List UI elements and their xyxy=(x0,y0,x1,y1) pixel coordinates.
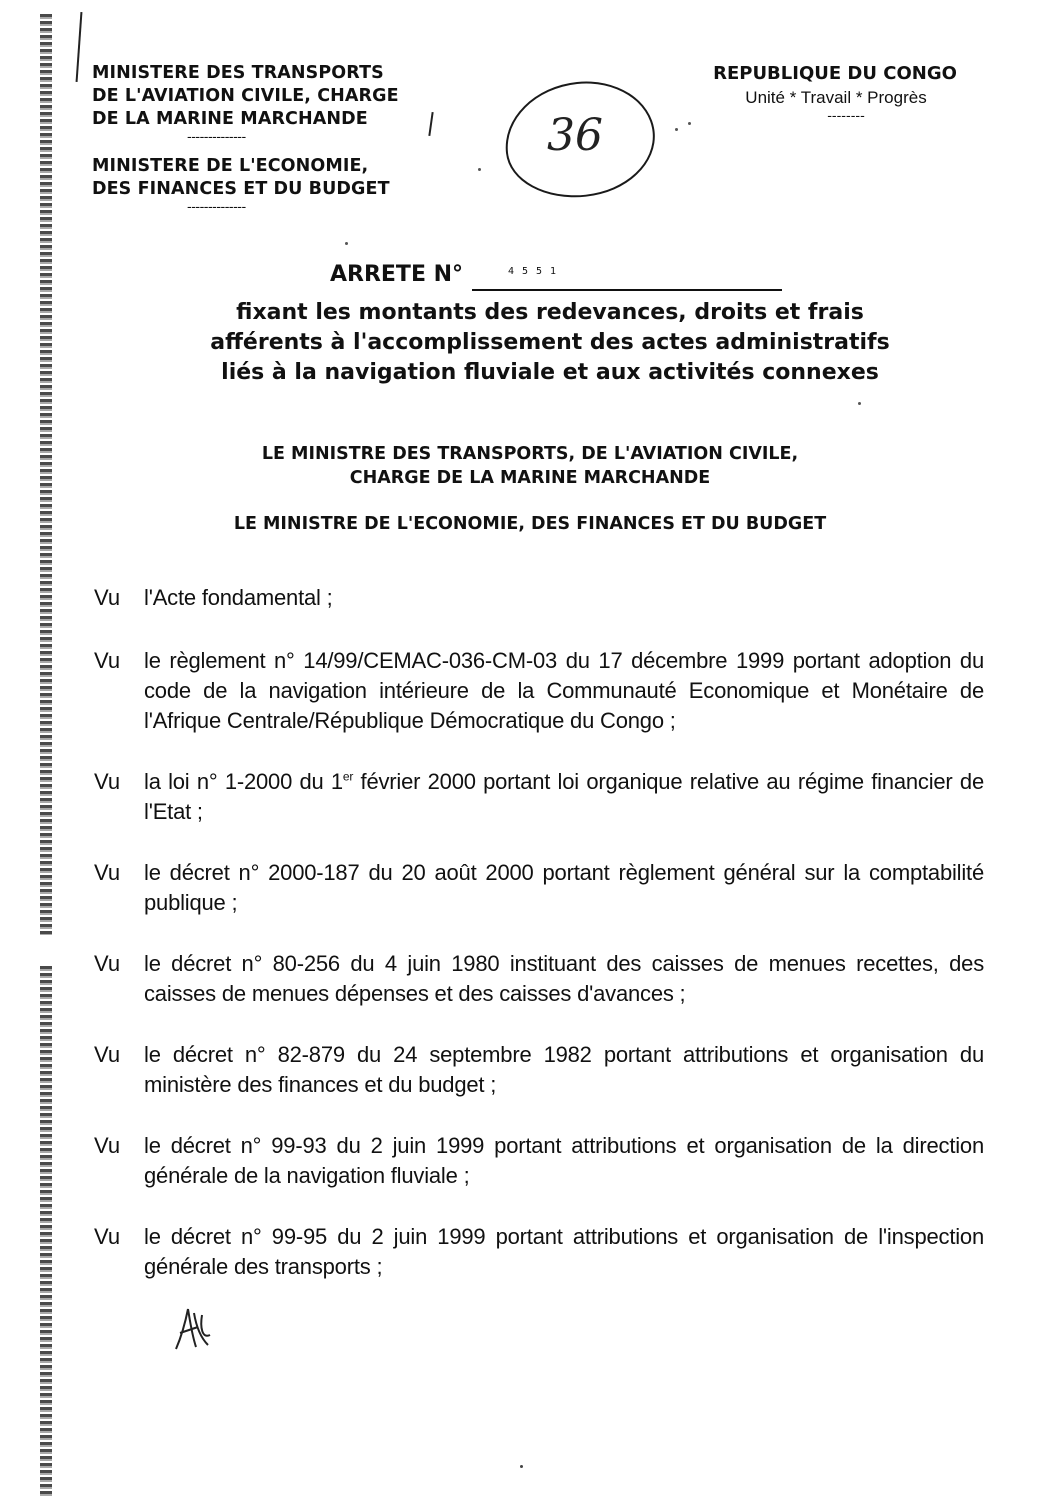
visa-vu: Vu xyxy=(94,769,121,794)
scan-speck xyxy=(478,168,481,171)
visa-text: le règlement n° 14/99/CEMAC-036-CM-03 du 17 décembre 1999 portant adoption du code de la navigation intérieure de la Communauté Economique et Monétaire de l'Afrique Centrale/République Démocratique du Congo ; xyxy=(144,648,984,733)
visa-item xyxy=(94,767,984,827)
scan-edge-gap xyxy=(38,0,54,12)
visa-vu: Vu xyxy=(94,1224,121,1249)
country-motto: Unité * Travail * Progrès xyxy=(745,88,927,107)
subject-line: afférents à l'accomplissement des actes administratifs xyxy=(210,330,890,355)
scan-speck xyxy=(345,242,348,245)
visa-item xyxy=(94,1040,984,1100)
visa-text: le décret n° 82-879 du 24 septembre 1982 portant attributions et organisation du ministère des finances et du budget ; xyxy=(144,1042,984,1097)
header-separator: -------- xyxy=(827,109,865,124)
scan-edge-artifact xyxy=(40,0,52,1497)
ministry-line: DES FINANCES ET DU BUDGET xyxy=(92,179,390,199)
arrete-number: 4551 xyxy=(508,266,565,277)
visa-item xyxy=(94,858,984,918)
scan-speck xyxy=(520,1465,523,1468)
scan-speck xyxy=(675,128,678,131)
visa-vu: Vu xyxy=(94,1042,121,1067)
subject-line: liés à la navigation fluviale et aux activités connexes xyxy=(221,360,879,385)
ministry-line: MINISTERE DE L'ECONOMIE, xyxy=(92,156,369,176)
subject-line: fixant les montants des redevances, droits et frais xyxy=(236,300,864,325)
minister-line: CHARGE DE LA MARINE MARCHANDE xyxy=(349,468,711,488)
visa-item xyxy=(94,1131,984,1191)
visa-vu: Vu xyxy=(94,860,121,885)
minister-line: LE MINISTRE DE L'ECONOMIE, DES FINANCES ET DU BUDGET xyxy=(233,514,827,534)
visa-text: le décret n° 2000-187 du 20 août 2000 portant règlement général sur la comptabilité publique ; xyxy=(144,860,984,915)
arrete-subject xyxy=(180,298,920,388)
arrete-label: ARRETE N° xyxy=(330,262,464,287)
visa-item xyxy=(94,949,984,1009)
ministry-header xyxy=(92,62,452,215)
arrete-number-line xyxy=(472,289,782,291)
visa-item xyxy=(94,583,984,613)
ministers-heading xyxy=(150,442,910,536)
visa-text-part: la loi n° 1-2000 du 1 xyxy=(144,769,343,794)
visa-text-part: février 2000 portant loi organique relative au régime financier de l'Etat ; xyxy=(144,769,984,824)
header-separator: -------------- xyxy=(187,200,246,215)
visa-text: l'Acte fondamental ; xyxy=(144,585,333,610)
visa-vu: Vu xyxy=(94,951,121,976)
visa-superscript: er xyxy=(342,769,354,784)
ministry-line: DE LA MARINE MARCHANDE xyxy=(92,109,368,129)
stamp-number: 36 xyxy=(547,110,603,161)
visa-vu: Vu xyxy=(94,585,121,610)
visa-item xyxy=(94,646,984,736)
visa-list xyxy=(94,583,984,1313)
scan-speck xyxy=(858,402,861,405)
visa-vu: Vu xyxy=(94,1133,121,1158)
header-separator: -------------- xyxy=(187,130,246,145)
ministry-line: DE L'AVIATION CIVILE, CHARGE xyxy=(92,86,399,106)
visa-text: le décret n° 80-256 du 4 juin 1980 instituant des caisses de menues recettes, des caisses de menues dépenses et des caisses d'avances ; xyxy=(144,951,984,1006)
visa-vu: Vu xyxy=(94,648,121,673)
country-name: REPUBLIQUE DU CONGO xyxy=(713,63,957,84)
minister-line: LE MINISTRE DES TRANSPORTS, DE L'AVIATION CIVILE, xyxy=(261,444,799,464)
republic-header xyxy=(690,62,980,124)
ministry-line: MINISTERE DES TRANSPORTS xyxy=(92,63,384,83)
visa-text: le décret n° 99-95 du 2 juin 1999 portant attributions et organisation de l'inspection générale des transports ; xyxy=(144,1224,984,1279)
margin-pen-stroke xyxy=(76,12,83,82)
visa-text: le décret n° 99-93 du 2 juin 1999 portant attributions et organisation de la direction générale de la navigation fluviale ; xyxy=(144,1133,984,1188)
scan-edge-gap xyxy=(38,935,54,965)
visa-text xyxy=(144,767,984,827)
handwritten-initials-icon xyxy=(172,1305,214,1353)
visa-item xyxy=(94,1222,984,1282)
